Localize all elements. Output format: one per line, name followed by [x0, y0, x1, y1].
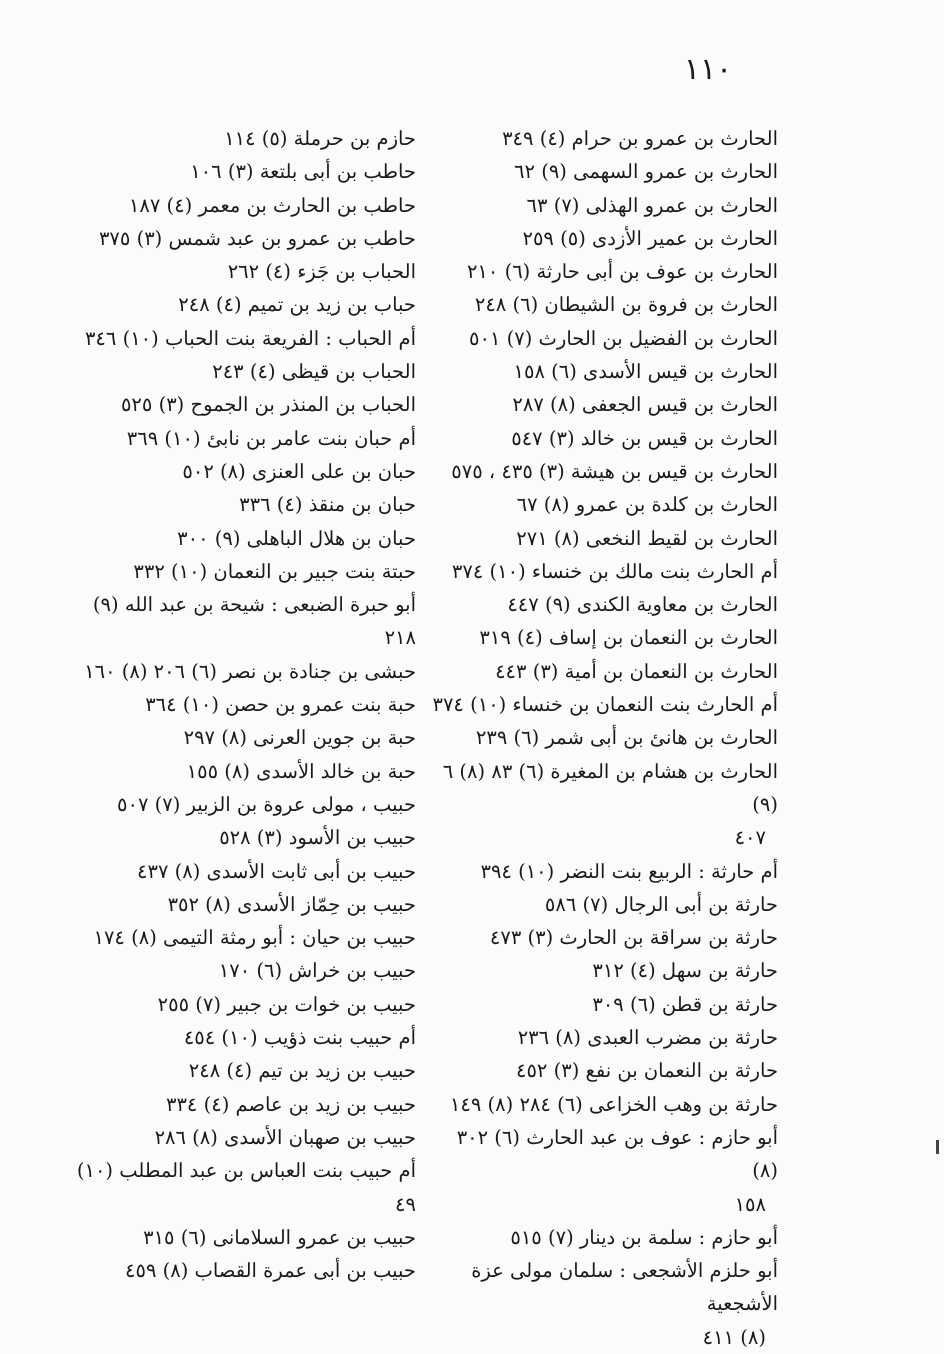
index-entry [430, 755, 778, 855]
index-entry: حبتة بنت جبير بن النعمان (١٠) ٣٣٢ [133, 559, 416, 583]
index-entry [430, 1121, 778, 1221]
index-entry: حباب بن زيد بن تميم (٤) ٢٤٨ [178, 293, 416, 317]
index-entry: حبيب بن حيان : أبو رمثة التيمى (٨) ١٧٤ [93, 926, 416, 950]
index-entry: الحارث بن قيس بن خالد (٣) ٥٤٧ [511, 426, 778, 450]
index-column-left [72, 122, 416, 1287]
index-entry: حبيب بن زيد بن عاصم (٤) ٣٣٤ [165, 1092, 416, 1116]
index-entry: الحارث بن النعمان بن أمية (٣) ٤٤٣ [495, 659, 778, 683]
index-entry: أم حبيب بنت ذؤيب (١٠) ٤٥٤ [183, 1026, 416, 1050]
index-entry: حارثة بن قطن (٦) ٣٠٩ [592, 992, 778, 1016]
index-entry: حبيب بن خراش (٦) ١٧٠ [218, 959, 416, 983]
entry-continuation-text: (٨) ٤١١ [702, 1325, 766, 1349]
entry-continuation-text: ١٥٨ [734, 1192, 766, 1216]
entry-main-text: أبو حلزم الأشجعى : سلمان مولى عزة الأشجعية [471, 1259, 778, 1316]
index-entry: حبة بن خالد الأسدى (٨) ١٥٥ [186, 759, 416, 783]
index-entry: أم حارثة : الربيع بنت النضر (١٠) ٣٩٤ [480, 859, 778, 883]
index-entry: حبشى بن جنادة بن نصر (٦) ٢٠٦ (٨) ١٦٠ [84, 659, 416, 683]
index-entry: حبيب بن حِمّاز الأسدى (٨) ٣٥٢ [167, 892, 416, 916]
index-entry: حارثة بن وهب الخزاعى (٦) ٢٨٤ (٨) ١٤٩ [449, 1092, 778, 1116]
index-entry: حبيب بن صهبان الأسدى (٨) ٢٨٦ [154, 1125, 416, 1149]
index-entry: الحارث بن لقيط النخعى (٨) ٢٧١ [516, 526, 778, 550]
index-entry: حارثة بن أبى الرجال (٧) ٥٨٦ [544, 892, 778, 916]
index-entry: حارثة بن النعمان بن نفع (٣) ٤٥٢ [515, 1059, 778, 1083]
index-column-right [430, 122, 778, 1354]
index-entry: حبيب بن خوات بن جبير (٧) ٢٥٥ [157, 992, 416, 1016]
index-entry: حبيب ، مولى عروة بن الزبير (٧) ٥٠٧ [117, 792, 416, 816]
index-entry: الحباب بن قيظى (٤) ٢٤٣ [212, 360, 416, 384]
index-entry: حبان بن على العنزى (٨) ٥٠٢ [182, 459, 416, 483]
scan-edge-mark [936, 1140, 939, 1154]
index-entry: أبو حبرة الضبعى : شيحة بن عبد الله (٩) ٢١٨ [92, 593, 416, 650]
index-entry [430, 1254, 778, 1354]
index-entry: الحارث بن عوف بن أبى حارثة (٦) ٢١٠ [466, 260, 778, 284]
index-entry: أبو حازم : سلمة بن دينار (٧) ٥١٥ [510, 1225, 778, 1249]
index-entry: حبيب بن زيد بن تيم (٤) ٢٤٨ [188, 1059, 416, 1083]
index-entry: حبان بن منقذ (٤) ٣٣٦ [239, 493, 416, 517]
index-entry: أم حبيب بنت العباس بن عبد المطلب (١٠) ٤٩ [76, 1159, 416, 1216]
index-entry: الحارث بن معاوية الكندى (٩) ٤٤٧ [507, 593, 778, 617]
index-entry: الحارث بن النعمان بن إساف (٤) ٣١٩ [479, 626, 778, 650]
index-entry: حبيب بن أبى ثابت الأسدى (٨) ٤٣٧ [137, 859, 416, 883]
entry-main-text: أبو حازم : عوف بن عبد الحارث (٦) ٣٠٢ (٨) [456, 1125, 778, 1183]
index-entry: حبيب بن أبى عمرة القصاب (٨) ٤٥٩ [125, 1259, 416, 1283]
index-entry: حاطب بن أبى بلتعة (٣) ١٠٦ [190, 160, 416, 184]
index-entry: أم حبان بنت عامر بن نابئ (١٠) ٣٦٩ [126, 426, 416, 450]
entry-continuation-text: ٤٠٧ [734, 826, 766, 850]
index-entry: الحارث بن كلدة بن عمرو (٨) ٦٧ [516, 493, 778, 517]
index-entry: حبة بن جوين العرنى (٨) ٢٩٧ [183, 726, 416, 750]
index-entry: حارثة بن سراقة بن الحارث (٣) ٤٧٣ [489, 926, 778, 950]
entry-main-text: الحارث بن هشام بن المغيرة (٦) ٨٣ (٨) ٦ (٩) [442, 759, 778, 816]
index-entry: أم الحارث بنت النعمان بن خنساء (١٠) ٣٧٤ [432, 693, 778, 717]
index-entry: الحارث بن الفضيل بن الحارث (٧) ٥٠١ [469, 326, 778, 350]
index-entry: الحارث بن فروة بن الشيطان (٦) ٢٤٨ [474, 293, 778, 317]
index-entry: أم الحارث بنت مالك بن خنساء (١٠) ٣٧٤ [451, 559, 778, 583]
index-entry: الحارث بن عمرو السهمى (٩) ٦٢ [514, 160, 778, 184]
index-entry: حارثة بن سهل (٤) ٣١٢ [592, 959, 778, 983]
index-entry: حبيب بن عمرو السلامانى (٦) ٣١٥ [143, 1225, 416, 1249]
index-entry: أم الحباب : الفريعة بنت الحباب (١٠) ٣٤٦ [84, 326, 416, 350]
index-entry: حبة بنت عمرو بن حصن (١٠) ٣٦٤ [145, 693, 416, 717]
index-entry: حارثة بن مضرب العبدى (٨) ٢٣٦ [517, 1026, 778, 1050]
index-entry: حبيب بن الأسود (٣) ٥٢٨ [219, 826, 416, 850]
index-entry: حازم بن حرملة (٥) ١١٤ [224, 127, 416, 150]
index-entry: الحارث بن عمرو الهذلى (٧) ٦٣ [526, 193, 778, 217]
index-entry: الحباب بن جَزء (٤) ٢٦٢ [227, 260, 416, 284]
index-entry: الحباب بن المنذر بن الجموح (٣) ٥٢٥ [120, 393, 416, 417]
index-entry: حاطب بن عمرو بن عبد شمس (٣) ٣٧٥ [98, 226, 416, 250]
index-entry: الحارث بن قيس الجعفى (٨) ٢٨٧ [512, 393, 778, 417]
index-entry: حاطب بن الحارث بن معمر (٤) ١٨٧ [128, 193, 416, 217]
index-entry: حبان بن هلال الباهلى (٩) ٣٠٠ [177, 526, 416, 550]
page-number: ١١٠ [683, 52, 733, 87]
index-entry: الحارث بن هانئ بن أبى شمر (٦) ٢٣٩ [475, 726, 778, 750]
index-entry: الحارث بن عمير الأزدى (٥) ٢٥٩ [522, 226, 778, 250]
index-entry: الحارث بن عمرو بن حرام (٤) ٣٤٩ [502, 127, 778, 150]
index-entry: الحارث بن قيس بن هيشة (٣) ٤٣٥ ، ٥٧٥ [451, 459, 778, 483]
index-entry: الحارث بن قيس الأسدى (٦) ١٥٨ [513, 360, 778, 384]
